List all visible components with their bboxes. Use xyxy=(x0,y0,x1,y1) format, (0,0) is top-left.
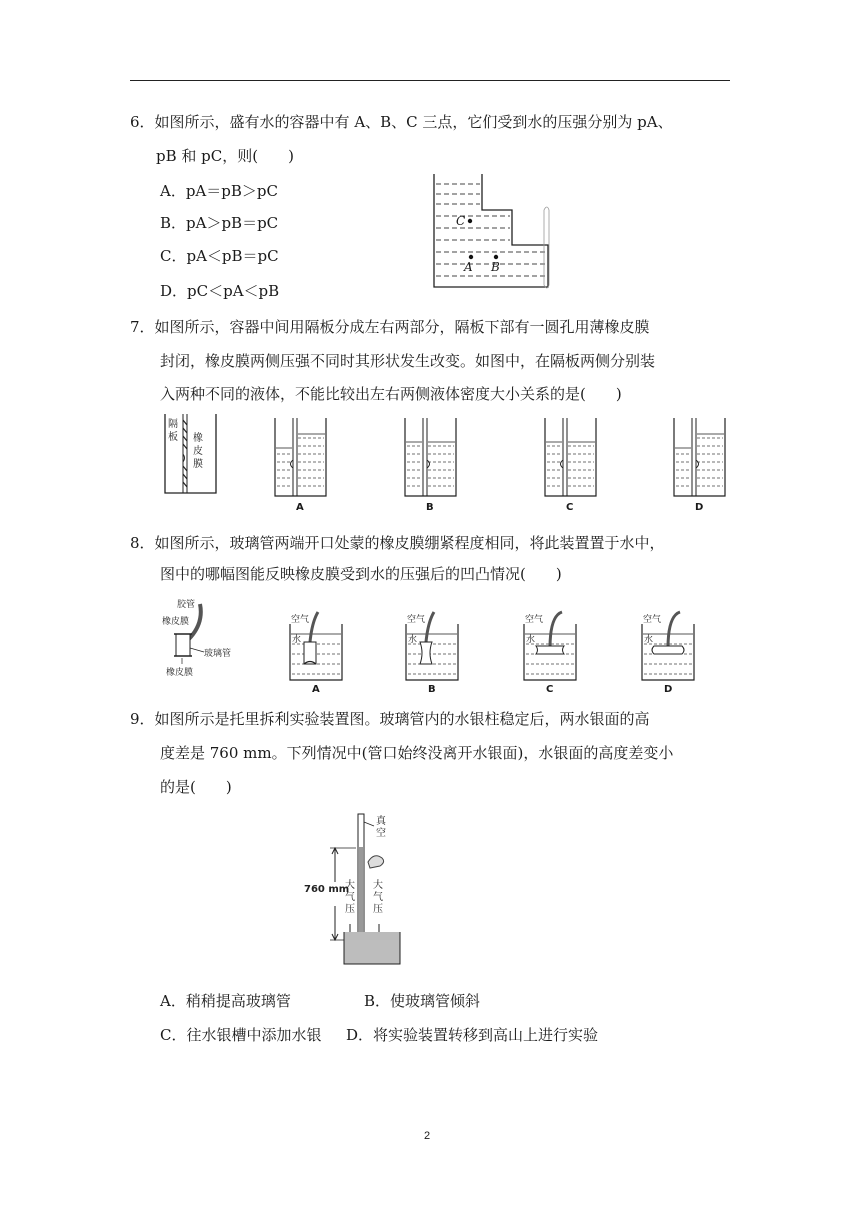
q7-partition-label: 隔板 xyxy=(168,419,178,443)
q8-c-air-label: 空气 xyxy=(525,615,544,625)
q8-option-b-letter: B xyxy=(428,684,436,695)
q6-point-a-label: A xyxy=(464,260,473,274)
q7-option-d-letter: D xyxy=(695,502,704,513)
q8-d-water-label: 水 xyxy=(644,635,654,645)
q9-option-b[interactable]: B．使玻璃管倾斜 xyxy=(364,992,481,1010)
q9-stem-line1: 9．如图所示是托里拆利实验装置图。玻璃管内的水银柱稳定后，两水银面的高 xyxy=(130,710,650,728)
q8-b-air-label: 空气 xyxy=(407,615,426,625)
q6-option-a[interactable]: A．pA＝pB＞pC xyxy=(160,182,278,200)
q9-stem-line3: 的是( ) xyxy=(160,778,232,796)
q8-c-water-label: 水 xyxy=(526,635,536,645)
q8-b-water-label: 水 xyxy=(408,635,418,645)
q7-option-d-figure[interactable] xyxy=(672,416,728,500)
q7-stem-line2: 封闭，橡皮膜两侧压强不同时其形状发生改变。如图中，在隔板两侧分别装 xyxy=(160,352,656,370)
q9-stem-line2: 度差是 760 mm。下列情况中(管口始终没离开水银面)，水银面的高度差变小 xyxy=(160,744,674,762)
q7-option-a-figure[interactable] xyxy=(273,416,329,500)
q9-option-c[interactable]: C．往水银槽中添加水银 xyxy=(160,1026,322,1044)
q9-height-label: 760 mm xyxy=(304,884,350,895)
q6-option-d[interactable]: D．pC＜pA＜pB xyxy=(160,282,280,300)
q8-membrane-top-label: 橡皮膜 xyxy=(162,617,190,627)
q8-option-c-letter: C xyxy=(546,684,554,695)
q7-stem-line1: 7．如图所示，容器中间用隔板分成左右两部分，隔板下部有一圆孔用薄橡皮膜 xyxy=(130,318,650,336)
q8-d-air-label: 空气 xyxy=(643,615,662,625)
q7-stem-line3: 入两种不同的液体，不能比较出左右两侧液体密度大小关系的是( ) xyxy=(160,385,622,403)
q6-point-c-label: C xyxy=(456,214,466,228)
q8-option-d-letter: D xyxy=(664,684,673,695)
q7-option-c-figure[interactable] xyxy=(543,416,599,500)
q7-option-a-letter: A xyxy=(296,502,304,513)
q6-stem-line2: pB 和 pC，则( ) xyxy=(156,147,294,165)
q8-a-water-label: 水 xyxy=(292,635,302,645)
q6-option-c[interactable]: C．pA＜pB＝pC xyxy=(160,247,279,265)
q9-atm-right-label: 大气压 xyxy=(373,880,383,915)
q8-stem-line2: 图中的哪幅图能反映橡皮膜受到水的压强后的凹凸情况( ) xyxy=(160,565,562,583)
q7-option-c-letter: C xyxy=(566,502,574,513)
q7-option-b-letter: B xyxy=(426,502,434,513)
q8-a-air-label: 空气 xyxy=(291,615,310,625)
q6-container-figure xyxy=(430,170,560,295)
q6-option-b[interactable]: B．pA＞pB＝pC xyxy=(160,214,279,232)
q6-stem-line1: 6．如图所示，盛有水的容器中有 A、B、C 三点，它们受到水的压强分别为 pA、 xyxy=(130,113,673,131)
q6-point-b-label: B xyxy=(491,260,500,274)
q9-option-d[interactable]: D．将实验装置转移到高山上进行实验 xyxy=(346,1026,599,1044)
q9-vacuum-label: 真空 xyxy=(376,816,386,839)
q8-option-a-letter: A xyxy=(312,684,320,695)
q7-option-b-figure[interactable] xyxy=(403,416,459,500)
q8-membrane-bottom-label: 橡皮膜 xyxy=(166,668,194,678)
page-number: 2 xyxy=(424,1130,431,1142)
q9-atm-left-label: 大气压 xyxy=(345,880,355,915)
q8-hose-label: 胶管 xyxy=(177,600,196,610)
header-rule xyxy=(130,80,730,81)
q7-membrane-label: 橡皮膜 xyxy=(193,433,203,470)
q8-stem-line1: 8．如图所示，玻璃管两端开口处蒙的橡皮膜绷紧程度相同，将此装置置于水中， xyxy=(130,534,665,552)
q9-option-a[interactable]: A．稍稍提高玻璃管 xyxy=(160,992,291,1010)
q8-glass-tube-label: 玻璃管 xyxy=(204,649,232,659)
